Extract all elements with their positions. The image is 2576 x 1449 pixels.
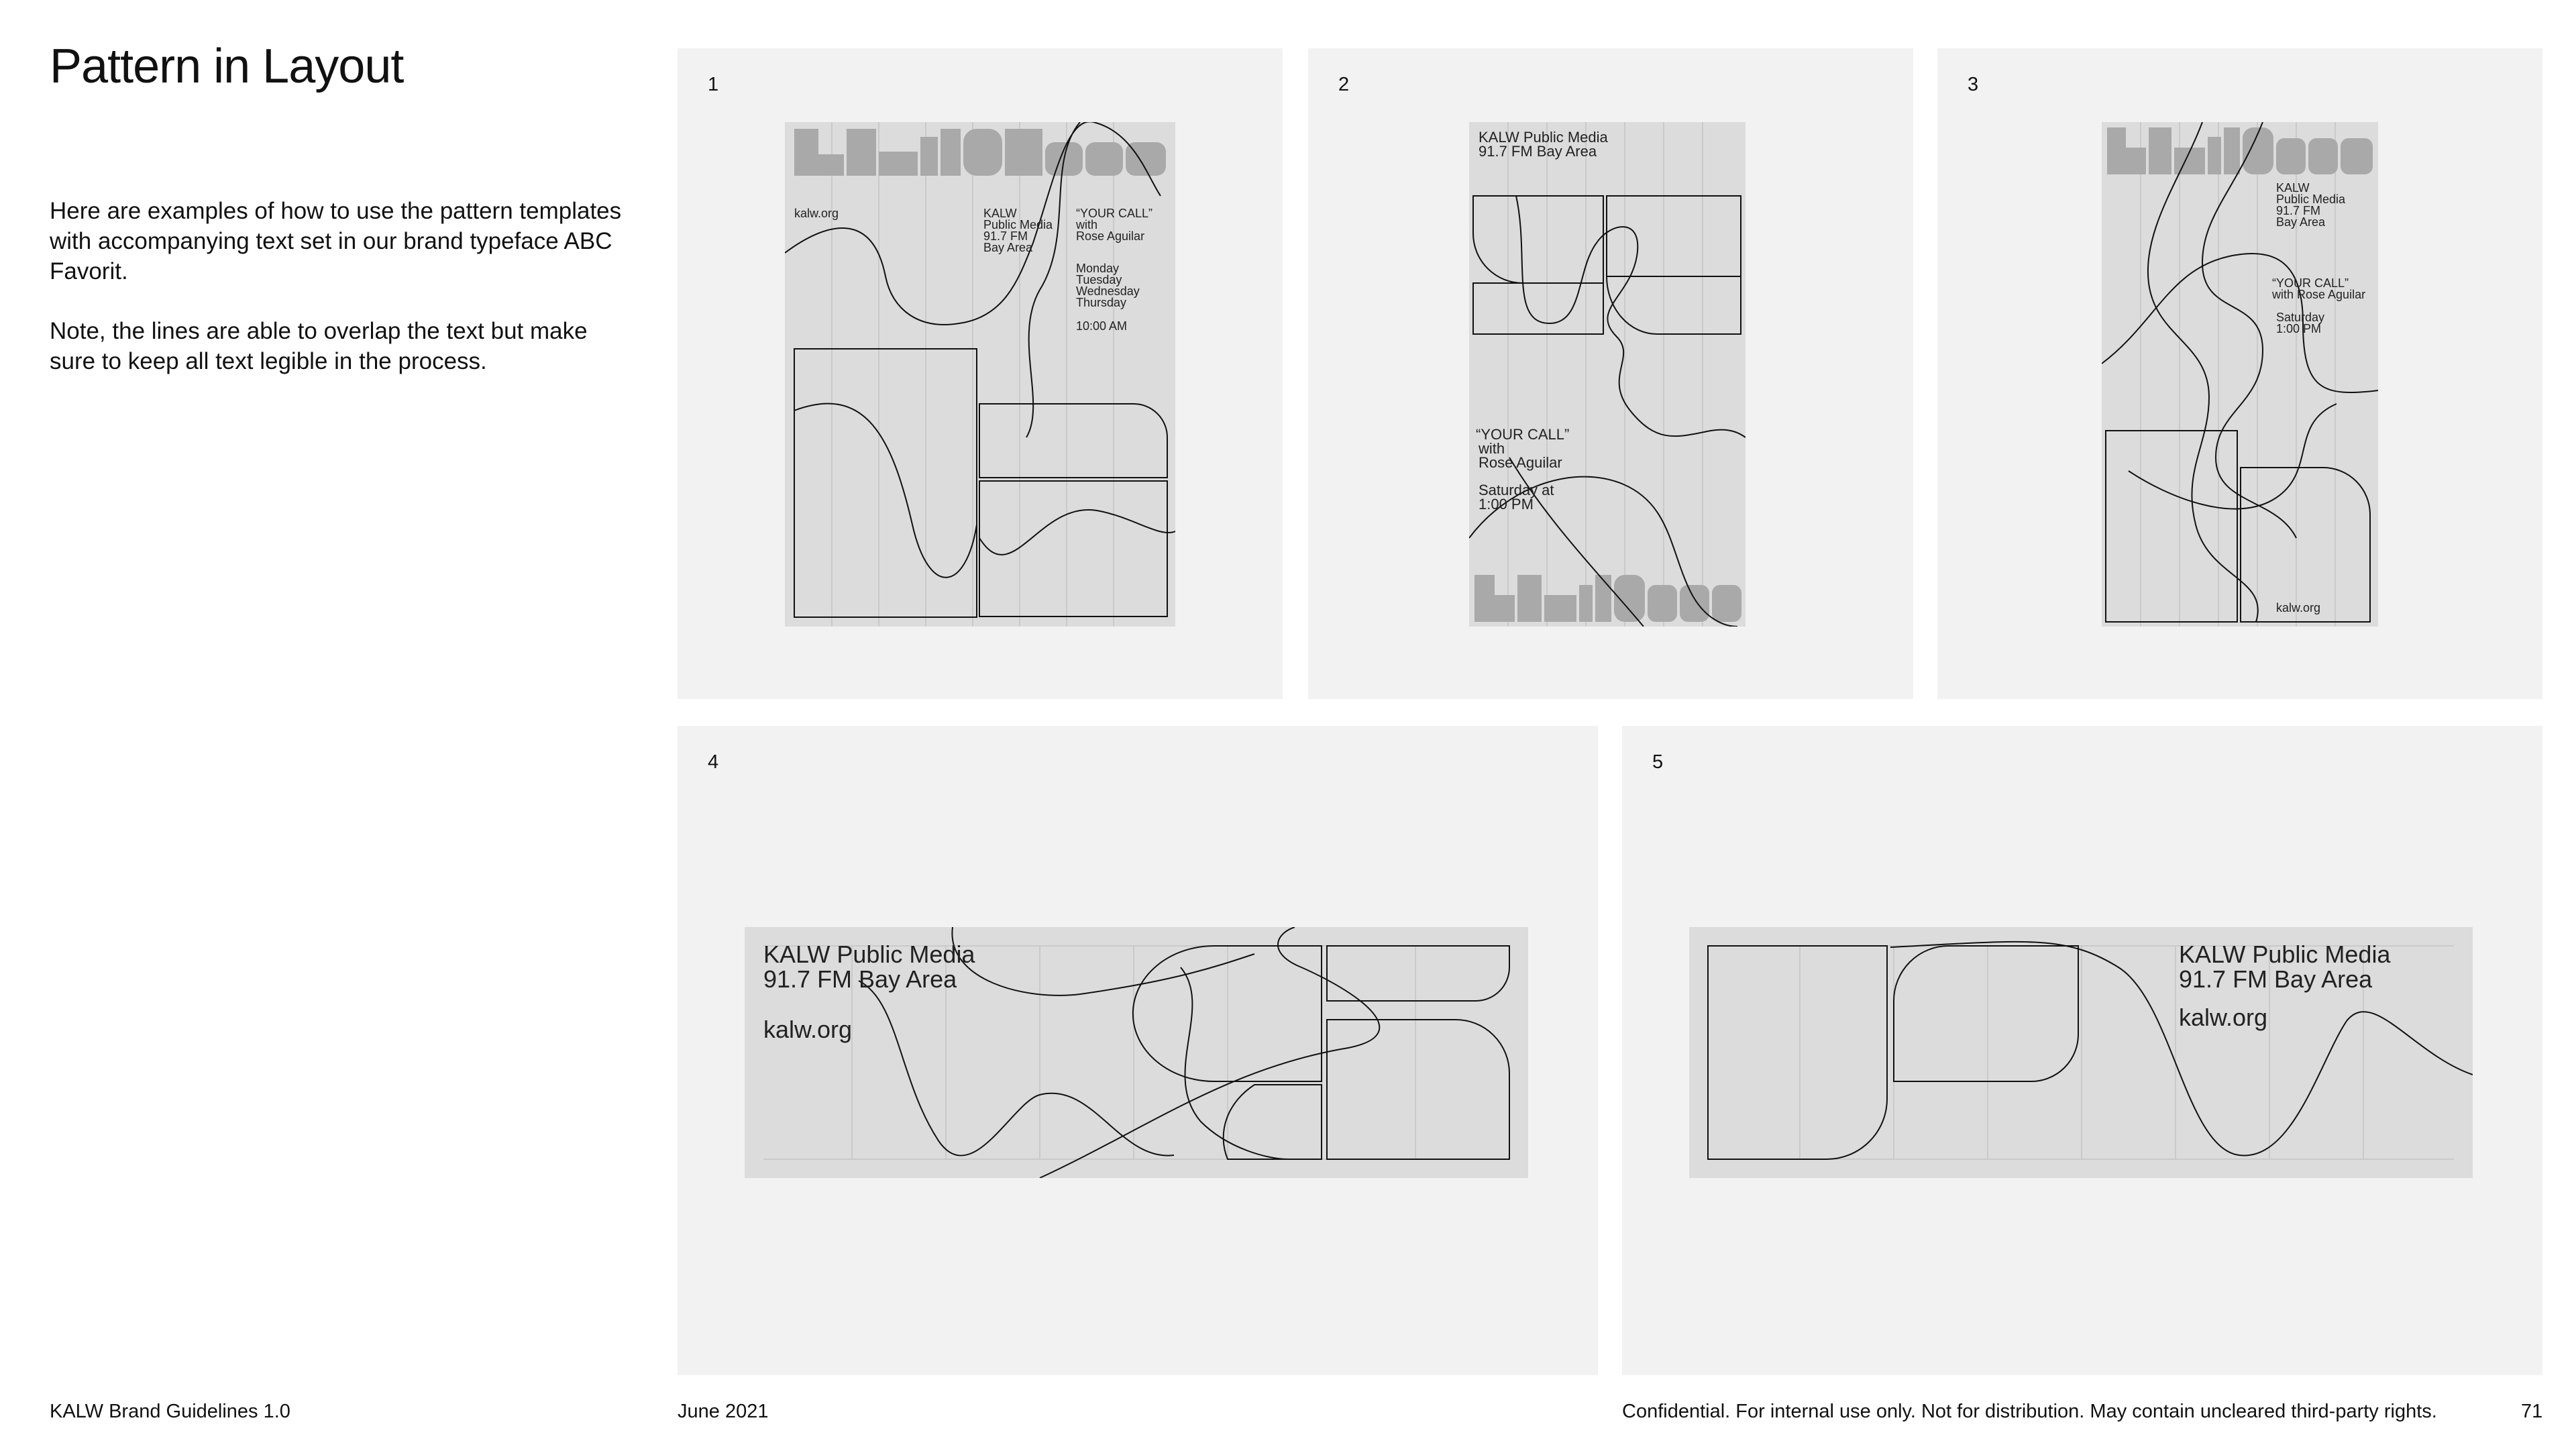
poster-text: Bay Area bbox=[983, 241, 1033, 254]
poster-text: Public Media bbox=[983, 218, 1053, 231]
panel-1 bbox=[678, 48, 1283, 699]
panel-number: 5 bbox=[1652, 751, 1664, 773]
poster-text: kalw.org bbox=[794, 207, 839, 220]
panel-number: 3 bbox=[1968, 74, 1979, 95]
poster-text: Public Media bbox=[2276, 193, 2346, 206]
poster-text: kalw.org bbox=[2276, 601, 2321, 614]
poster-text: with Rose Aguilar bbox=[2272, 288, 2366, 301]
footer-confidential: Confidential. For internal use only. Not for distribution. May contain uncleared third-party rights. bbox=[1622, 1401, 2437, 1422]
poster-text: 1:00 PM bbox=[2276, 322, 2322, 335]
poster-text: “YOUR CALL” bbox=[2272, 276, 2349, 290]
footer-brand: KALW Brand Guidelines 1.0 bbox=[50, 1401, 290, 1422]
banner-text: KALW Public Media bbox=[2179, 941, 2391, 968]
panel-number: 2 bbox=[1338, 74, 1350, 95]
pattern-graphic bbox=[1469, 122, 1746, 627]
poster-text: Monday bbox=[1076, 262, 1120, 275]
poster-text: Rose Aguilar bbox=[1076, 229, 1145, 243]
intro-text bbox=[50, 196, 627, 406]
poster-text: 91.7 FM bbox=[983, 229, 1028, 243]
panel-3 bbox=[1937, 48, 2542, 699]
poster-text: KALW bbox=[2276, 181, 2310, 195]
poster-text: with bbox=[1076, 218, 1098, 231]
poster-text: Bay Area bbox=[2276, 215, 2326, 229]
poster-text: “YOUR CALL” bbox=[1076, 207, 1153, 220]
poster-text: Rose Aguilar bbox=[1479, 454, 1562, 471]
kalw-logo bbox=[794, 129, 1166, 176]
poster-text: KALW Public Media bbox=[1479, 129, 1608, 146]
banner-text: kalw.org bbox=[2179, 1004, 2268, 1031]
poster-artwork-3 bbox=[2102, 122, 2378, 627]
poster-artwork-2 bbox=[1469, 122, 1746, 627]
poster-text: Saturday at bbox=[1479, 482, 1554, 498]
panel-4 bbox=[678, 726, 1598, 1375]
poster-text: with bbox=[1479, 440, 1505, 457]
poster-text: 91.7 FM Bay Area bbox=[1479, 143, 1597, 160]
poster-text: Thursday bbox=[1076, 296, 1127, 309]
banner-text: kalw.org bbox=[763, 1016, 853, 1043]
poster-text: 91.7 FM bbox=[2276, 204, 2321, 217]
banner-artwork-5 bbox=[1689, 927, 2473, 1178]
footer-date: June 2021 bbox=[678, 1401, 769, 1422]
poster-text: Wednesday bbox=[1076, 284, 1140, 298]
panel-5 bbox=[1622, 726, 2542, 1375]
poster-text: Saturday bbox=[2276, 311, 2325, 324]
banner-text: 91.7 FM Bay Area bbox=[763, 965, 957, 993]
kalw-logo bbox=[1474, 575, 1741, 622]
banner-text: KALW Public Media bbox=[763, 941, 975, 968]
kalw-logo bbox=[2107, 127, 2373, 174]
panel-number: 1 bbox=[708, 74, 719, 95]
poster-text: 10:00 AM bbox=[1076, 319, 1128, 333]
poster-artwork-1 bbox=[785, 122, 1175, 627]
panel-2 bbox=[1308, 48, 1913, 699]
poster-text: “YOUR CALL” bbox=[1476, 426, 1570, 443]
banner-text: 91.7 FM Bay Area bbox=[2179, 965, 2373, 993]
panel-number: 4 bbox=[708, 751, 719, 773]
intro-paragraph-2: Note, the lines are able to overlap the text but make sure to keep all text legible in the process. bbox=[50, 318, 588, 374]
pattern-graphic bbox=[785, 122, 1175, 627]
page-title: Pattern in Layout bbox=[50, 40, 404, 93]
intro-paragraph-1: Here are examples of how to use the pattern templates with accompanying text set in our brand typeface ABC Favorit. bbox=[50, 198, 622, 284]
poster-text: 1:00 PM bbox=[1479, 496, 1534, 513]
banner-artwork-4 bbox=[745, 927, 1528, 1178]
poster-text: Tuesday bbox=[1076, 273, 1122, 286]
footer-page-number: 71 bbox=[2521, 1401, 2543, 1422]
poster-text: KALW bbox=[983, 207, 1017, 220]
